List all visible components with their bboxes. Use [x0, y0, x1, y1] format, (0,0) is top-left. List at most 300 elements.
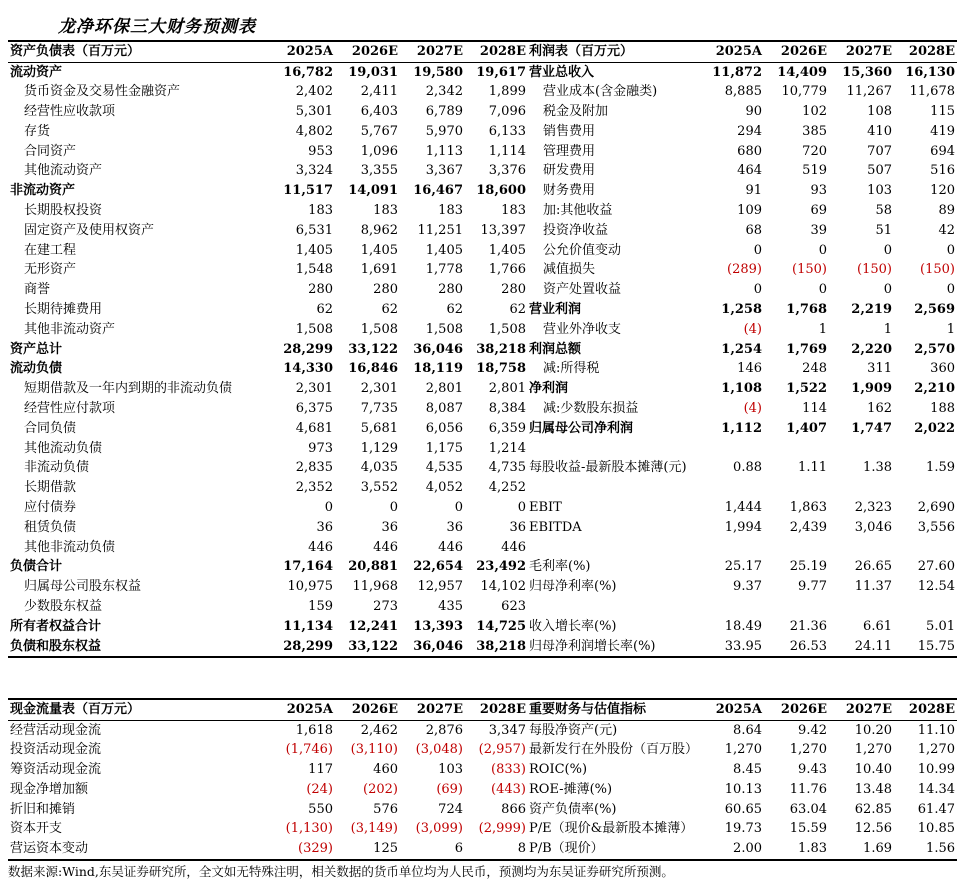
- table-row: [527, 181, 957, 201]
- cell-value: 2,352: [295, 480, 333, 496]
- row-label: [527, 439, 707, 459]
- table-row: [8, 122, 528, 142]
- table-header-row: [527, 699, 957, 720]
- row-label: 其他流动资产: [24, 163, 103, 179]
- row-label: ROIC(%): [529, 762, 588, 778]
- cell-value: 273: [373, 599, 398, 615]
- cell-value: 159: [308, 599, 333, 615]
- table-row: [527, 478, 957, 498]
- cell-value: 4,535: [425, 460, 463, 476]
- table-row: [527, 399, 957, 419]
- cell-value: 1,863: [789, 500, 827, 516]
- row-label: [527, 538, 707, 558]
- row-label: 归属母公司股东权益: [24, 579, 142, 595]
- cell-value: 17,164: [283, 559, 333, 575]
- cell-value: 2.00: [707, 839, 764, 860]
- cell-value: 4,035: [360, 460, 398, 476]
- cell-value: 28,299: [283, 341, 333, 357]
- year-header: 2028E: [465, 41, 528, 62]
- cell-value: 1,405: [295, 242, 333, 258]
- cell-value: 0: [324, 500, 333, 516]
- cell-value: 2,462: [360, 722, 398, 738]
- cell-value: 1,175: [425, 440, 463, 456]
- cell-value: 2,219: [851, 302, 892, 318]
- cell-value: 1,407: [786, 420, 827, 436]
- table-row: [527, 340, 957, 360]
- cell-value: 62: [381, 302, 398, 318]
- cell-value: 13.48: [854, 781, 892, 797]
- table-row: [527, 538, 957, 558]
- cell-value: 19,617: [476, 64, 526, 80]
- cell-value: [764, 478, 829, 498]
- cell-value: (833): [491, 762, 526, 778]
- cell-value: 27.60: [917, 559, 955, 575]
- table-row: [8, 379, 528, 399]
- cell-value: 435: [438, 599, 463, 615]
- cell-value: [894, 478, 957, 498]
- row-label: 利润总额: [529, 341, 582, 357]
- row-label: 公允价值变动: [543, 242, 622, 258]
- row-label: 货币资金及交易性金融资产: [24, 84, 181, 100]
- cell-value: 6,375: [295, 401, 333, 417]
- cell-value: 0: [883, 282, 892, 298]
- table-row: [527, 597, 957, 617]
- table-row: [8, 340, 528, 360]
- row-label: 固定资产及使用权资产: [24, 222, 155, 238]
- table-row: [527, 800, 957, 820]
- table-title: 利润表（百万元）: [527, 41, 707, 62]
- cell-value: 446: [501, 539, 526, 555]
- table-row: [8, 62, 528, 82]
- year-header: 2025A: [278, 41, 335, 62]
- table-row: [527, 439, 957, 459]
- cell-value: (69): [436, 781, 463, 797]
- row-label: 减:所得税: [543, 361, 600, 377]
- row-label: 合同资产: [24, 143, 77, 159]
- cell-value: 385: [802, 123, 827, 139]
- table-row: [8, 720, 528, 740]
- cell-value: 3,367: [425, 163, 463, 179]
- table-row: [527, 122, 957, 142]
- cell-value: 36: [509, 519, 526, 535]
- cell-value: 183: [438, 203, 463, 219]
- row-label: 净利润: [529, 381, 569, 397]
- cell-value: 20,881: [348, 559, 398, 575]
- cell-value: 1,994: [724, 519, 762, 535]
- cell-value: 6.61: [863, 618, 892, 634]
- row-label: 筹资活动现金流: [10, 762, 102, 778]
- cell-value: 14,409: [777, 64, 827, 80]
- cell-value: 446: [438, 539, 463, 555]
- cell-value: 1,129: [360, 440, 398, 456]
- cell-value: 3,347: [488, 722, 526, 738]
- cell-value: 516: [930, 163, 955, 179]
- cell-value: 6,056: [425, 420, 463, 436]
- cell-value: 1,909: [851, 381, 892, 397]
- cell-value: (2,957): [478, 742, 526, 758]
- balance-sheet-table: [8, 40, 528, 658]
- cell-value: 11,251: [417, 222, 463, 238]
- cell-value: 1,691: [360, 262, 398, 278]
- cell-value: 9.77: [798, 579, 827, 595]
- cell-value: 0.88: [733, 460, 762, 476]
- cell-value: 36: [316, 519, 333, 535]
- cell-value: 91: [745, 183, 762, 199]
- cell-value: 16,467: [413, 183, 463, 199]
- cell-value: 8,384: [488, 401, 526, 417]
- cell-value: 19,580: [413, 64, 463, 80]
- cell-value: 707: [867, 143, 892, 159]
- row-label: 合同负债: [24, 420, 77, 436]
- table-row: [527, 161, 957, 181]
- table-row: [527, 819, 957, 839]
- cell-value: 0: [883, 242, 892, 258]
- cell-value: [764, 597, 829, 617]
- cell-value: 680: [737, 143, 762, 159]
- table-row: [527, 142, 957, 162]
- cell-value: [764, 538, 829, 558]
- cell-value: 125: [335, 839, 400, 860]
- row-label: P/B（现价）: [527, 839, 707, 860]
- table-row: [527, 82, 957, 102]
- cell-value: 1: [946, 321, 955, 337]
- table-row: [8, 300, 528, 320]
- cell-value: 36: [446, 519, 463, 535]
- cell-value: [707, 439, 764, 459]
- cell-value: 1,405: [488, 242, 526, 258]
- cell-value: 11,134: [283, 618, 333, 634]
- cell-value: (1,746): [285, 742, 333, 758]
- cell-value: 6,133: [488, 123, 526, 139]
- cell-value: [829, 439, 894, 459]
- table-row: [527, 260, 957, 280]
- cell-value: 15.59: [789, 821, 827, 837]
- cell-value: 1,769: [786, 341, 827, 357]
- table-row: [527, 359, 957, 379]
- cell-value: 1: [818, 321, 827, 337]
- cell-value: 12.54: [917, 579, 955, 595]
- row-label: 折旧和摊销: [10, 801, 76, 817]
- row-label: 收入增长率(%): [529, 618, 617, 634]
- row-label: 资产负债率(%): [529, 801, 617, 817]
- cell-value: 1,522: [786, 381, 827, 397]
- table-row: [8, 557, 528, 577]
- table-row: [8, 780, 528, 800]
- cell-value: 108: [867, 104, 892, 120]
- table-row: [527, 577, 957, 597]
- cell-value: 8.45: [733, 762, 762, 778]
- cell-value: 3,324: [295, 163, 333, 179]
- cell-value: 36,046: [413, 341, 463, 357]
- cell-value: 1,113: [425, 143, 463, 159]
- cell-value: 1.56: [894, 839, 957, 860]
- cell-value: 4,252: [488, 480, 526, 496]
- cell-value: 2,570: [914, 341, 955, 357]
- cell-value: 11,872: [712, 64, 762, 80]
- cell-value: 1,899: [488, 84, 526, 100]
- table-row: [8, 142, 528, 162]
- cell-value: 15,360: [842, 64, 892, 80]
- cell-value: 18,758: [476, 361, 526, 377]
- cell-value: (202): [363, 781, 398, 797]
- cell-value: [894, 439, 957, 459]
- cell-value: 1,508: [295, 321, 333, 337]
- cell-value: 2,301: [360, 381, 398, 397]
- cell-value: 12.56: [854, 821, 892, 837]
- cell-value: 5.01: [926, 618, 955, 634]
- row-label: 负债和股东权益: [8, 637, 278, 658]
- cell-value: 2,801: [488, 381, 526, 397]
- cell-value: 360: [930, 361, 955, 377]
- cell-value: 446: [373, 539, 398, 555]
- table-row: [8, 439, 528, 459]
- cell-value: 33,122: [335, 637, 400, 658]
- cell-value: 1,444: [724, 500, 762, 516]
- cell-value: 26.65: [854, 559, 892, 575]
- row-label: 长期待摊费用: [24, 302, 103, 318]
- cell-value: 36,046: [400, 637, 465, 658]
- cell-value: 23,492: [476, 559, 526, 575]
- cell-value: 5,970: [425, 123, 463, 139]
- row-label: 资产处置收益: [543, 282, 622, 298]
- cell-value: 109: [737, 203, 762, 219]
- cell-value: (24): [306, 781, 333, 797]
- cell-value: 10.85: [917, 821, 955, 837]
- cell-value: 3,376: [488, 163, 526, 179]
- cell-value: 1,405: [360, 242, 398, 258]
- cell-value: 419: [930, 123, 955, 139]
- year-header: 2026E: [335, 699, 400, 720]
- cell-value: 1,096: [360, 143, 398, 159]
- cell-value: 1,508: [488, 321, 526, 337]
- cell-value: 63.04: [789, 801, 827, 817]
- row-label: 毛利率(%): [529, 559, 591, 575]
- cell-value: 90: [745, 104, 762, 120]
- cell-value: 103: [867, 183, 892, 199]
- cell-value: 1,270: [917, 742, 955, 758]
- row-label: 研发费用: [543, 163, 596, 179]
- cell-value: 2,022: [914, 420, 955, 436]
- year-header: 2025A: [707, 41, 764, 62]
- cell-value: 1,254: [721, 341, 762, 357]
- cell-value: 39: [810, 222, 827, 238]
- row-label: 营业利润: [529, 302, 582, 318]
- cell-value: 62: [316, 302, 333, 318]
- cell-value: 103: [438, 762, 463, 778]
- table-row: [527, 419, 957, 439]
- cell-value: 11.10: [917, 722, 955, 738]
- cell-value: 8: [465, 839, 528, 860]
- table-row: [8, 760, 528, 780]
- cell-value: 4,052: [425, 480, 463, 496]
- cell-value: [707, 478, 764, 498]
- cell-value: 1: [883, 321, 892, 337]
- table-row: [8, 280, 528, 300]
- row-label: 非流动负债: [24, 460, 90, 476]
- row-label: ROE-摊薄(%): [529, 781, 613, 797]
- cell-value: 14,091: [348, 183, 398, 199]
- table-row: [527, 300, 957, 320]
- cell-value: 162: [867, 401, 892, 417]
- valuation-table: [527, 698, 957, 861]
- cell-value: 11.37: [854, 579, 892, 595]
- cell-value: 2,835: [295, 460, 333, 476]
- cell-value: 9.37: [733, 579, 762, 595]
- row-label: P/E（现价&最新股本摊薄）: [529, 821, 694, 837]
- table-row: [527, 637, 957, 658]
- row-label: 在建工程: [24, 242, 77, 258]
- cell-value: 183: [501, 203, 526, 219]
- cell-value: 16,130: [905, 64, 955, 80]
- table-row: [527, 62, 957, 82]
- row-label: 归母净利润增长率(%): [527, 637, 707, 658]
- row-label: 租赁负债: [24, 519, 77, 535]
- table-row: [527, 201, 957, 221]
- row-label: [527, 597, 707, 617]
- cell-value: 2,402: [295, 84, 333, 100]
- row-label: 存货: [24, 123, 51, 139]
- cell-value: [894, 538, 957, 558]
- table-row: [527, 780, 957, 800]
- row-label: 短期借款及一年内到期的非流动负债: [24, 381, 233, 397]
- cell-value: 311: [867, 361, 892, 377]
- cell-value: 8,962: [360, 222, 398, 238]
- cell-value: 42: [938, 222, 955, 238]
- cell-value: 19,031: [348, 64, 398, 80]
- table-row: [8, 241, 528, 261]
- cell-value: 2,210: [914, 381, 955, 397]
- row-label: 财务费用: [543, 183, 596, 199]
- cell-value: 3,355: [360, 163, 398, 179]
- row-label: 税金及附加: [543, 104, 609, 120]
- cell-value: 11.76: [789, 781, 827, 797]
- cell-value: 114: [802, 401, 827, 417]
- row-label: 长期借款: [24, 480, 77, 496]
- cell-value: 280: [501, 282, 526, 298]
- cell-value: (443): [491, 781, 526, 797]
- cell-value: 25.17: [724, 559, 762, 575]
- cell-value: 1.38: [863, 460, 892, 476]
- row-label: 减:少数股东损益: [543, 401, 639, 417]
- cell-value: (3,149): [350, 821, 398, 837]
- row-label: EBITDA: [529, 519, 582, 535]
- cell-value: 24.11: [829, 637, 894, 658]
- cell-value: 10,779: [781, 84, 827, 100]
- row-label: 现金净增加额: [10, 781, 89, 797]
- table-row: [8, 399, 528, 419]
- row-label: 长期股权投资: [24, 203, 103, 219]
- cell-value: 2,801: [425, 381, 463, 397]
- row-label: 营业总收入: [529, 64, 595, 80]
- cell-value: [707, 538, 764, 558]
- cell-value: (150): [792, 262, 827, 278]
- cell-value: 18.49: [724, 618, 762, 634]
- row-label: 非流动资产: [10, 183, 76, 199]
- cell-value: 26.53: [764, 637, 829, 658]
- table-row: [8, 478, 528, 498]
- cell-value: (2,999): [478, 821, 526, 837]
- cell-value: 2,439: [789, 519, 827, 535]
- cell-value: 1.69: [829, 839, 894, 860]
- table-header-row: [8, 699, 528, 720]
- cell-value: 11,968: [352, 579, 398, 595]
- year-header: 2026E: [764, 41, 829, 62]
- table-row: [8, 82, 528, 102]
- cell-value: 5,681: [360, 420, 398, 436]
- year-header: 2027E: [400, 41, 465, 62]
- cell-value: 1,766: [488, 262, 526, 278]
- cell-value: 0: [753, 282, 762, 298]
- cell-value: 248: [802, 361, 827, 377]
- cell-value: (1,130): [285, 821, 333, 837]
- year-header: 2028E: [894, 699, 957, 720]
- cell-value: 18,119: [413, 361, 463, 377]
- table-row: [527, 241, 957, 261]
- cell-value: 0: [454, 500, 463, 516]
- cell-value: 33.95: [707, 637, 764, 658]
- cell-value: (150): [857, 262, 892, 278]
- cell-value: 3,556: [917, 519, 955, 535]
- cell-value: 93: [810, 183, 827, 199]
- row-label: 负债合计: [10, 559, 63, 575]
- cell-value: 14,330: [283, 361, 333, 377]
- cell-value: 519: [802, 163, 827, 179]
- row-label: EBIT: [529, 500, 562, 516]
- table-row: [8, 102, 528, 122]
- cell-value: 866: [501, 801, 526, 817]
- table-row: [8, 359, 528, 379]
- table-row: [8, 597, 528, 617]
- cell-value: 550: [308, 801, 333, 817]
- cell-value: 1,114: [488, 143, 526, 159]
- row-label: 无形资产: [24, 262, 77, 278]
- cell-value: 1,778: [425, 262, 463, 278]
- cell-value: 38,218: [465, 637, 528, 658]
- table-title: 现金流量表（百万元）: [8, 699, 278, 720]
- cell-value: 5,301: [295, 104, 333, 120]
- cell-value: 623: [501, 599, 526, 615]
- cell-value: 1,405: [425, 242, 463, 258]
- cell-value: 10.20: [854, 722, 892, 738]
- cell-value: 280: [438, 282, 463, 298]
- cell-value: 294: [737, 123, 762, 139]
- cell-value: 51: [875, 222, 892, 238]
- cell-value: 61.47: [917, 801, 955, 817]
- cell-value: 1,618: [295, 722, 333, 738]
- row-label: 经营活动现金流: [10, 722, 102, 738]
- cell-value: 25.19: [789, 559, 827, 575]
- cell-value: [829, 478, 894, 498]
- cell-value: 1,747: [851, 420, 892, 436]
- year-header: 2027E: [400, 699, 465, 720]
- cell-value: 11,678: [909, 84, 955, 100]
- cell-value: 1,270: [724, 742, 762, 758]
- cell-value: 280: [373, 282, 398, 298]
- cell-value: 4,802: [295, 123, 333, 139]
- cell-value: 1,508: [360, 321, 398, 337]
- cell-value: 280: [308, 282, 333, 298]
- cell-value: 62.85: [854, 801, 892, 817]
- cell-value: 1.59: [926, 460, 955, 476]
- table-row: [8, 538, 528, 558]
- table-row: [8, 819, 528, 839]
- cell-value: 10.99: [917, 762, 955, 778]
- table-row: [527, 221, 957, 241]
- cell-value: 507: [867, 163, 892, 179]
- row-label: 投资净收益: [543, 222, 609, 238]
- table-title: 资产负债表（百万元）: [8, 41, 278, 62]
- row-label: 流动资产: [10, 64, 63, 80]
